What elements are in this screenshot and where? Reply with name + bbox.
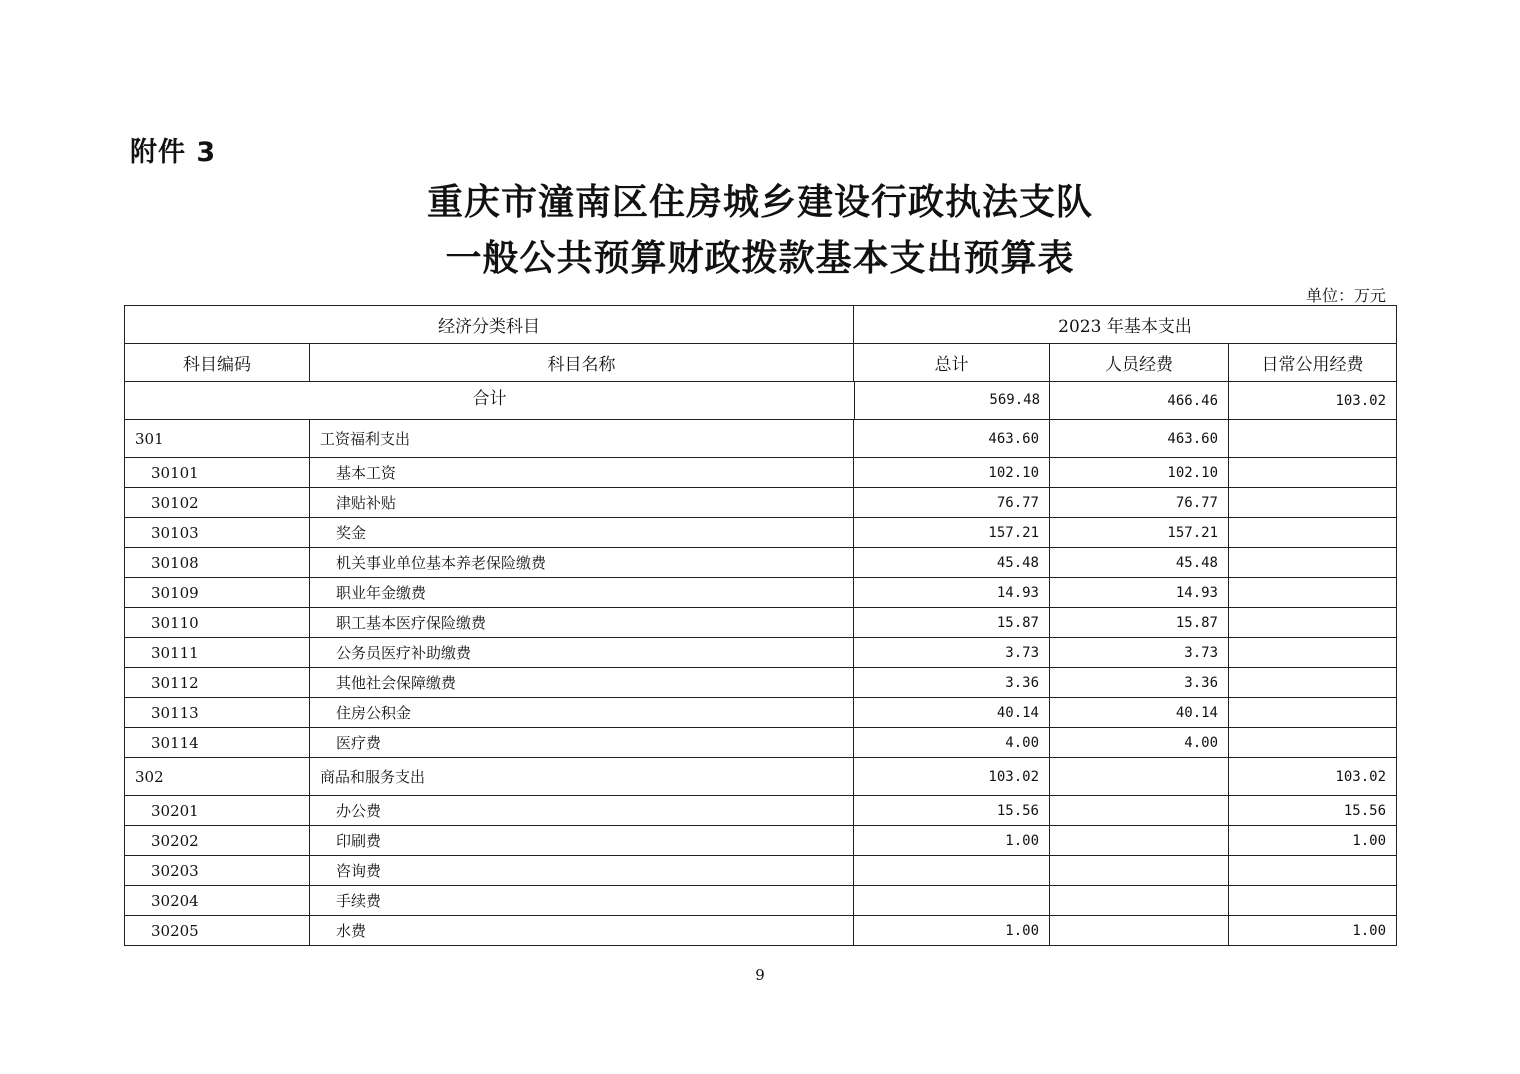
personnel-amount-cell: 45.48 [1050, 548, 1229, 578]
header-economic-classification: 经济分类科目 [125, 306, 854, 344]
subject-name-cell: 工资福利支出 [310, 420, 854, 458]
subject-name-cell: 津贴补贴 [310, 488, 854, 518]
subject-name-cell: 基本工资 [310, 458, 854, 488]
document-title-line-1: 重庆市潼南区住房城乡建设行政执法支队 [426, 181, 1093, 223]
subject-name-cell: 其他社会保障缴费 [310, 668, 854, 698]
personnel-amount-cell [1050, 826, 1229, 856]
category-row [125, 420, 1397, 458]
subject-code-cell: 30108 [125, 548, 310, 578]
total-amount-cell: 3.73 [854, 638, 1050, 668]
total-amount-cell: 1.00 [854, 826, 1050, 856]
header-group-row [125, 306, 1397, 344]
total-amount-cell [854, 886, 1050, 916]
public-amount-cell: 1.00 [1229, 826, 1397, 856]
table-row [125, 668, 1397, 698]
subject-code-cell: 30110 [125, 608, 310, 638]
budget-table [124, 305, 1397, 946]
table-row [125, 548, 1397, 578]
table-row [125, 826, 1397, 856]
subject-code-cell: 30103 [125, 518, 310, 548]
total-amount-cell: 102.10 [854, 458, 1050, 488]
total-amount-cell: 40.14 [854, 698, 1050, 728]
personnel-amount-cell [1050, 916, 1229, 946]
table-row [125, 698, 1397, 728]
header-public-expense: 日常公用经费 [1229, 344, 1397, 382]
total-row [125, 382, 1397, 420]
total-personnel-amount: 466.46 [1050, 382, 1229, 420]
public-amount-cell [1229, 578, 1397, 608]
table-row [125, 916, 1397, 946]
subject-name-cell: 机关事业单位基本养老保险缴费 [310, 548, 854, 578]
subject-name-cell: 水费 [310, 916, 854, 946]
subject-name-cell: 住房公积金 [310, 698, 854, 728]
table-row [125, 488, 1397, 518]
subject-name-cell: 职工基本医疗保险缴费 [310, 608, 854, 638]
header-basic-expenditure-2023: 2023 年基本支出 [854, 306, 1397, 344]
header-subject-code: 科目编码 [125, 344, 310, 382]
table-row [125, 518, 1397, 548]
subject-name-cell: 奖金 [310, 518, 854, 548]
personnel-amount-cell: 157.21 [1050, 518, 1229, 548]
personnel-amount-cell [1050, 856, 1229, 886]
header-column-row [125, 344, 1397, 382]
public-amount-cell [1229, 698, 1397, 728]
personnel-amount-cell: 102.10 [1050, 458, 1229, 488]
subject-code-cell: 302 [125, 758, 310, 796]
total-amount-cell: 15.87 [854, 608, 1050, 638]
total-amount-cell: 45.48 [854, 548, 1050, 578]
personnel-amount-cell: 14.93 [1050, 578, 1229, 608]
total-amount-cell: 3.36 [854, 668, 1050, 698]
total-amount-cell: 463.60 [854, 420, 1050, 458]
total-amount-cell: 14.93 [854, 578, 1050, 608]
header-total: 总计 [854, 344, 1050, 382]
total-public-amount: 103.02 [1229, 382, 1397, 420]
header-subject-name: 科目名称 [310, 344, 854, 382]
total-amount-cell: 4.00 [854, 728, 1050, 758]
public-amount-cell [1229, 548, 1397, 578]
subject-code-cell: 30204 [125, 886, 310, 916]
public-amount-cell [1229, 668, 1397, 698]
total-amount-cell [854, 856, 1050, 886]
public-amount-cell [1229, 856, 1397, 886]
personnel-amount-cell [1050, 796, 1229, 826]
subject-code-cell: 30205 [125, 916, 310, 946]
subject-name-cell: 公务员医疗补助缴费 [310, 638, 854, 668]
personnel-amount-cell: 40.14 [1050, 698, 1229, 728]
total-amount-cell: 103.02 [854, 758, 1050, 796]
table-row [125, 458, 1397, 488]
personnel-amount-cell: 15.87 [1050, 608, 1229, 638]
personnel-amount-cell: 3.36 [1050, 668, 1229, 698]
personnel-amount-cell: 4.00 [1050, 728, 1229, 758]
subject-name-cell: 印刷费 [310, 826, 854, 856]
table-row [125, 728, 1397, 758]
total-amount-cell: 157.21 [854, 518, 1050, 548]
subject-name-cell: 手续费 [310, 886, 854, 916]
public-amount-cell [1229, 488, 1397, 518]
public-amount-cell: 15.56 [1229, 796, 1397, 826]
subject-code-cell: 30201 [125, 796, 310, 826]
public-amount-cell [1229, 608, 1397, 638]
personnel-amount-cell: 3.73 [1050, 638, 1229, 668]
public-amount-cell: 103.02 [1229, 758, 1397, 796]
subject-code-cell: 301 [125, 420, 310, 458]
public-amount-cell [1229, 420, 1397, 458]
attachment-label: 附件 3 [130, 137, 217, 168]
subject-name-cell: 咨询费 [310, 856, 854, 886]
personnel-amount-cell: 463.60 [1050, 420, 1229, 458]
unit-label: 单位：万元 [1305, 286, 1386, 305]
total-amount-cell: 15.56 [854, 796, 1050, 826]
subject-code-cell: 30109 [125, 578, 310, 608]
public-amount-cell [1229, 638, 1397, 668]
subject-name-cell: 办公费 [310, 796, 854, 826]
public-amount-cell [1229, 728, 1397, 758]
public-amount-cell [1229, 458, 1397, 488]
subject-code-cell: 30114 [125, 728, 310, 758]
subject-name-cell: 医疗费 [310, 728, 854, 758]
subject-code-cell: 30113 [125, 698, 310, 728]
total-amount: 569.48 [854, 382, 1050, 419]
personnel-amount-cell [1050, 886, 1229, 916]
subject-code-cell: 30111 [125, 638, 310, 668]
personnel-amount-cell: 76.77 [1050, 488, 1229, 518]
subject-code-cell: 30202 [125, 826, 310, 856]
public-amount-cell: 1.00 [1229, 916, 1397, 946]
table-row [125, 856, 1397, 886]
table-row [125, 796, 1397, 826]
table-row [125, 578, 1397, 608]
table-row [125, 638, 1397, 668]
total-label: 合计 [472, 389, 507, 409]
category-row [125, 758, 1397, 796]
total-amount-cell: 76.77 [854, 488, 1050, 518]
total-label-cell [125, 382, 1050, 420]
total-amount-cell: 1.00 [854, 916, 1050, 946]
public-amount-cell [1229, 886, 1397, 916]
subject-name-cell: 商品和服务支出 [310, 758, 854, 796]
subject-code-cell: 30112 [125, 668, 310, 698]
subject-code-cell: 30102 [125, 488, 310, 518]
public-amount-cell [1229, 518, 1397, 548]
subject-code-cell: 30203 [125, 856, 310, 886]
personnel-amount-cell [1050, 758, 1229, 796]
header-personnel-expense: 人员经费 [1050, 344, 1229, 382]
table-row [125, 886, 1397, 916]
document-title-line-2: 一般公共预算财政拨款基本支出预算表 [445, 237, 1075, 279]
subject-name-cell: 职业年金缴费 [310, 578, 854, 608]
subject-code-cell: 30101 [125, 458, 310, 488]
table-row [125, 608, 1397, 638]
page-number: 9 [755, 966, 765, 984]
